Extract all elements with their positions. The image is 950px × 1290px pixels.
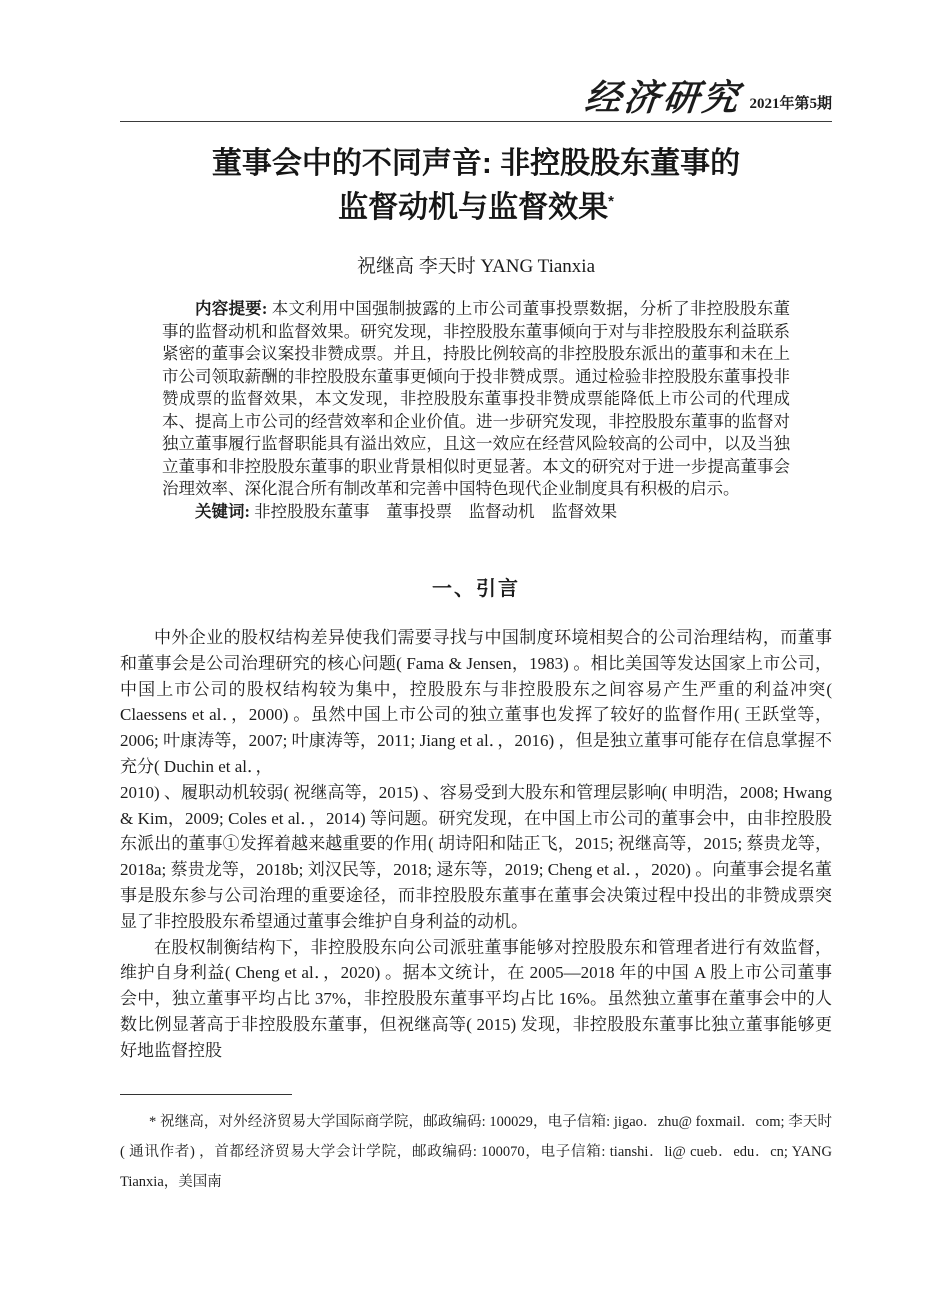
header-rule: [120, 121, 832, 122]
abstract-label: 内容提要:: [195, 299, 272, 318]
keywords-line: [162, 501, 790, 524]
intro-paragraph-2: 在股权制衡结构下，非控股股东向公司派驻董事能够对控股股东和管理者进行有效监督，维护自身利益( Cheng et al．，2020) 。据本文统计，在 2005—2018 年的中国 A 股上市公司董事会中，独立董事平均占比 37%，非控股股东董事平均占比 16%。虽然独立董事在董事会中的人数比例显著高于非控股股东董事，但祝继高等( 2015) 发现，非控股股东董事比独立董事能够更好地监督控股: [120, 937, 832, 1060]
footnote-text: * 祝继高，对外经济贸易大学国际商学院，邮政编码: 100029，电子信箱: jigao．zhu@ foxmail．com; 李天时( 通讯作者) ，首都经济贸易大学会计学院，邮政编码: 100070，电子信箱: tianshi．li@ cueb．edu．cn; YANG Tianxia，美国南: [120, 1113, 832, 1190]
authors: 祝继高 李天时 YANG Tianxia: [356, 256, 596, 277]
keywords-text: 非控股股东董事 董事投票 监督动机 监督效果: [254, 501, 618, 521]
abstract-text: 本文利用中国强制披露的上市公司董事投票数据，分析了非控股股东董事的监督动机和监督效果。研究发现，非控股股东董事倾向于对与非控股股东利益联系紧密的董事会议案投非赞成票。并且，持股比例较高的非控股股东派出的董事和未在上市公司领取薪酬的非控股股东董事更倾向于投非赞成票。通过检验非控股股东董事投非赞成票的监督效果，本文发现，非控股股东董事投非赞成票能降低上市公司的代理成本、提高上市公司的经营效率和企业价值。进一步研究发现，非控股股东董事的监督对独立董事履行监督职能具有溢出效应，且这一效应在经营风险较高的公司中，以及当独立董事和非控股股东董事的职业背景相似时更显著。本文的研究对于进一步提高董事会治理效率、深化混合所有制改革和完善中国特色现代企业制度具有积极的启示。: [162, 299, 791, 498]
paper-title: [120, 142, 832, 230]
intro-paragraph-1: [120, 625, 832, 935]
journal-header: [120, 80, 832, 121]
footnote-rule: [120, 1094, 292, 1095]
paper-title-line1: 董事会中的不同声音: 非控股股东董事的: [211, 147, 741, 180]
intro-paragraph-1-part-a: 中外企业的股权结构差异使我们需要寻找与中国制度环境相契合的公司治理结构，而董事和董事会是公司治理研究的核心问题( Fama & Jensen，1983) 。相比美国等发达国家上市公司，中国上市公司的股权结构较为集中，控股股东与非控股股东之间容易产生严重的利益冲突( Claessens et al．，2000) 。虽然中国上市公司的独立董事也发挥了较好的监督作用( 王跃堂等，2006; 叶康涛等，2007; 叶康涛等，2011; Jiang et al．，2016) ，但是独立董事可能存在信息掌握不充分( Duchin et al．，: [120, 628, 832, 776]
journal-logo: 经济研究: [583, 78, 744, 118]
keywords-label: 关键词:: [195, 501, 255, 521]
title-footnote-marker: *: [608, 193, 614, 210]
abstract-paragraph: [162, 298, 790, 501]
intro-paragraph-1-part-b: 2010) 、履职动机较弱( 祝继高等，2015) 、容易受到大股东和管理层影响( 申明浩，2008; Hwang & Kim，2009; Coles et al．，2014) 等问题。研究发现，在中国上市公司的董事会中，由非控股股东派出的董事①发挥着越来越重要的作用( 胡诗阳和陆正飞，2015; 祝继高等，2015; 蔡贵龙等，2018a; 蔡贵龙等，2018b; 刘汉民等，2018; 逯东等，2019; Cheng et al．，2020) 。向董事会提名董事是股东参与公司治理的重要途径，而非控股股东董事在董事会决策过程中投出的非赞成票突显了非控股股东希望通过董事会维护自身利益的动机。: [120, 782, 832, 931]
journal-issue: 2021年第5期: [749, 96, 832, 112]
footnote-block: [120, 1094, 832, 1197]
abstract-block: [162, 298, 790, 523]
paper-title-line2: 监督动机与监督效果: [338, 191, 609, 224]
section-heading-introduction: 一、引言: [432, 578, 520, 600]
